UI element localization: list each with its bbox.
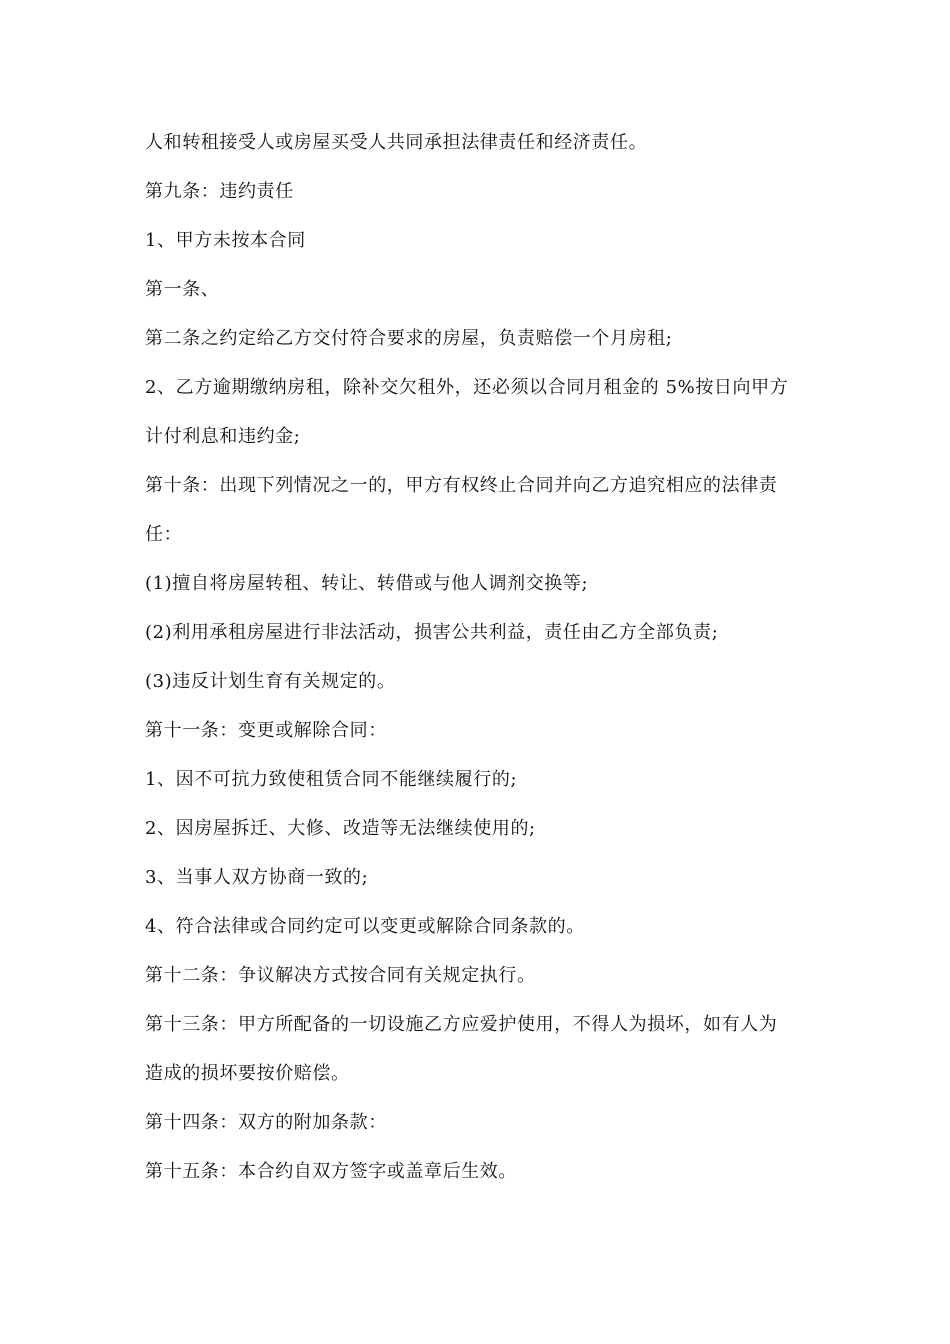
text-line: 计付利息和违约金; [145,426,301,447]
document-body [145,118,810,1196]
section-heading: 第十四条：双方的附加条款： [145,1112,387,1133]
section-heading: 第十一条：变更或解除合同： [145,720,387,741]
list-item: 2、因房屋拆迁、大修、改造等无法继续使用的; [145,818,536,839]
list-item: 1、因不可抗力致使租赁合同不能继续履行的; [145,769,518,790]
text-line: 第二条之约定给乙方交付符合要求的房屋，负责赔偿一个月房租; [145,328,673,349]
text-line: 任： [145,524,183,545]
text-line: 人和转租接受人或房屋买受人共同承担法律责任和经济责任。 [145,132,648,153]
text-line: 第一条、 [145,279,220,300]
section-heading: 第十五条：本合约自双方签字或盖章后生效。 [145,1161,517,1182]
list-item: (3)违反计划生育有关规定的。 [145,671,396,692]
text-line: 造成的损坏要按价赔偿。 [145,1063,350,1084]
section-heading: 第十三条：甲方所配备的一切设施乙方应爱护使用，不得人为损坏，如有人为 [145,1014,778,1035]
section-heading: 第九条：违约责任 [145,181,294,202]
text-line: 1、甲方未按本合同 [145,230,306,251]
section-heading: 第十条：出现下列情况之一的，甲方有权终止合同并向乙方追究相应的法律责 [145,475,778,496]
text-line: 2、乙方逾期缴纳房租，除补交欠租外，还必须以合同月租金的 5%按日向甲方 [145,377,789,398]
list-item: 4、符合法律或合同约定可以变更或解除合同条款的。 [145,916,585,937]
list-item: (2)利用承租房屋进行非法活动，损害公共利益，责任由乙方全部负责; [145,622,719,643]
list-item: (1)擅自将房屋转租、转让、转借或与他人调剂交换等; [145,573,589,594]
list-item: 3、当事人双方协商一致的; [145,867,369,888]
section-heading: 第十二条：争议解决方式按合同有关规定执行。 [145,965,536,986]
